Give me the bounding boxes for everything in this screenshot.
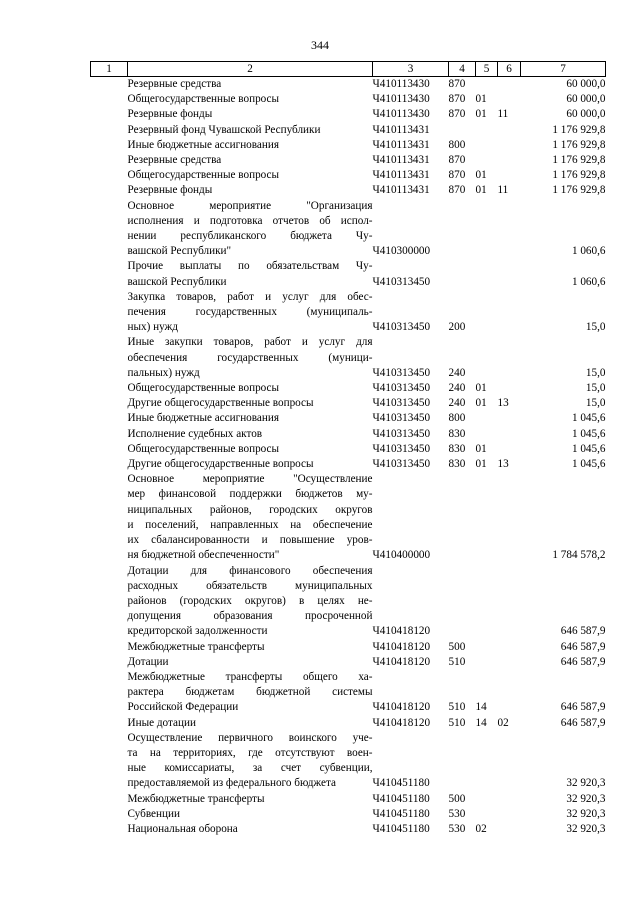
section-code: 01: [475, 442, 487, 455]
table-row: [91, 822, 606, 837]
item-name: [128, 123, 373, 138]
row-number-cell: [91, 670, 128, 716]
table-row: [91, 123, 606, 138]
item-name-line: районов (городских округов) в целях не-: [127, 594, 373, 607]
expense-type-code: 530: [448, 822, 466, 835]
item-name-line: Резервный фонд Чувашской Республики: [127, 123, 321, 136]
expense-type-code: 830: [448, 458, 466, 471]
table-row: [91, 381, 606, 396]
column-header: 6: [498, 62, 521, 77]
target-article-code: Ч410418120: [372, 716, 431, 729]
amount: 60 000,0: [566, 78, 606, 90]
item-name-line: Субвенции: [127, 807, 180, 820]
row-number-cell: [91, 183, 128, 198]
amount: 1 045,6: [571, 442, 606, 455]
item-name-line: Иные закупки товаров, работ и услуг для: [127, 336, 373, 349]
expense-type-code: [449, 472, 476, 563]
item-name-line: нении республиканского бюджета Чу-: [127, 230, 373, 243]
item-name-line: Межбюджетные трансферты: [127, 792, 265, 805]
target-article-code: Ч410313450: [372, 275, 431, 288]
table-row: [91, 183, 606, 198]
item-name: [128, 107, 373, 122]
amount: 15,0: [585, 382, 606, 395]
target-article-code: Ч410313450: [372, 458, 431, 471]
expense-type-code: 500: [448, 792, 466, 805]
subsection-code: [498, 123, 521, 138]
item-name-line: ня бюджетной обеспеченности": [127, 549, 280, 562]
item-name-line: Российской Федерации: [127, 701, 239, 714]
item-name: [128, 670, 373, 716]
item-name-line: Резервные средства: [127, 78, 222, 90]
row-number-cell: [91, 92, 128, 107]
item-name: [128, 381, 373, 396]
section-code: [476, 427, 498, 442]
table-row: [91, 792, 606, 807]
amount: 1 176 929,8: [552, 184, 606, 197]
target-article-code: Ч410113430: [372, 78, 430, 90]
table-row: [91, 168, 606, 183]
item-name-line: Иные бюджетные ассигнования: [127, 138, 279, 151]
target-article-code: Ч410113431: [372, 123, 430, 136]
item-name-line: мер финансовой поддержки бюджетов му-: [127, 488, 373, 501]
row-number-cell: [91, 290, 128, 336]
table-row: [91, 670, 606, 716]
item-name: [128, 807, 373, 822]
section-code: [476, 290, 498, 336]
item-name-line: пальных) нужд: [127, 366, 200, 379]
expense-type-code: [449, 199, 476, 260]
row-number-cell: [91, 640, 128, 655]
item-name-line: кредиторской задолженности: [127, 625, 268, 638]
table-row: [91, 564, 606, 640]
amount: 646 587,9: [560, 625, 606, 638]
section-code: [476, 153, 498, 168]
item-name: [128, 138, 373, 153]
subsection-code: [498, 138, 521, 153]
subsection-code: [498, 335, 521, 381]
item-name-line: Другие общегосударственные вопросы: [127, 397, 314, 410]
row-number-cell: [91, 77, 128, 93]
item-name-line: Основное мероприятие "Организация: [127, 199, 373, 212]
expense-type-code: 830: [448, 442, 466, 455]
item-name-line: ные комиссариаты, за счет субвенции,: [127, 762, 373, 775]
item-name: [128, 442, 373, 457]
item-name: [128, 153, 373, 168]
amount: 1 176 929,8: [552, 123, 606, 136]
item-name: [128, 731, 373, 792]
section-code: 01: [475, 382, 487, 395]
table-row: [91, 77, 606, 93]
item-name-line: Общегосударственные вопросы: [127, 93, 280, 106]
item-name-line: Дотации для финансового обеспечения: [127, 564, 373, 577]
column-header: 5: [476, 62, 498, 77]
expense-type-code: [449, 259, 476, 289]
amount: 1 045,6: [571, 458, 606, 471]
row-number-cell: [91, 807, 128, 822]
amount: 60 000,0: [566, 108, 606, 121]
section-code: [476, 792, 498, 807]
expense-type-code: 500: [448, 640, 466, 653]
item-name: [128, 199, 373, 260]
expense-type-code: 240: [448, 366, 466, 379]
expense-type-code: 200: [448, 321, 466, 334]
subsection-code: [498, 640, 521, 655]
expense-type-code: 510: [448, 716, 466, 729]
section-code: [476, 335, 498, 381]
amount: 646 587,9: [560, 701, 606, 714]
item-name-line: Иные дотации: [127, 716, 196, 729]
target-article-code: Ч410113430: [372, 93, 430, 106]
table-row: [91, 427, 606, 442]
subsection-code: [498, 670, 521, 716]
subsection-code: [498, 259, 521, 289]
item-name-line: их сбалансированности и повышение уров-: [127, 534, 373, 547]
section-code: 01: [475, 108, 487, 121]
item-name-line: ных) нужд: [127, 321, 178, 334]
table-row: [91, 107, 606, 122]
subsection-code: 11: [497, 184, 509, 197]
target-article-code: Ч410113430: [372, 108, 430, 121]
subsection-code: 02: [497, 716, 509, 729]
table-row: [91, 138, 606, 153]
amount: 32 920,3: [566, 792, 606, 805]
target-article-code: Ч410400000: [372, 549, 431, 562]
section-code: 01: [475, 93, 487, 106]
target-article-code: Ч410313450: [372, 412, 431, 425]
item-name-line: исполнения и подготовка отчетов об испол-: [127, 214, 373, 227]
table-row: [91, 731, 606, 792]
item-name: [128, 564, 373, 640]
expense-type-code: 870: [448, 169, 466, 182]
item-name: [128, 168, 373, 183]
column-header: 1: [91, 62, 128, 77]
item-name-line: Общегосударственные вопросы: [127, 442, 280, 455]
item-name: [128, 472, 373, 563]
table-row: [91, 153, 606, 168]
section-code: [476, 199, 498, 260]
section-code: [476, 655, 498, 670]
section-code: [476, 472, 498, 563]
item-name-line: Исполнение судебных актов: [127, 427, 263, 440]
section-code: [476, 411, 498, 426]
item-name: [128, 457, 373, 472]
amount: 32 920,3: [566, 777, 606, 790]
row-number-cell: [91, 442, 128, 457]
section-code: [476, 731, 498, 792]
item-name-line: обеспечения государственных (муници-: [127, 351, 373, 364]
item-name: [128, 396, 373, 411]
subsection-code: [498, 807, 521, 822]
item-name-line: Закупка товаров, работ и услуг для обес-: [127, 290, 373, 303]
item-name-line: Основное мероприятие "Осуществление: [127, 473, 373, 486]
section-code: 01: [475, 397, 487, 410]
amount: 646 587,9: [560, 716, 606, 729]
expense-type-code: 870: [448, 184, 466, 197]
target-article-code: Ч410313450: [372, 366, 431, 379]
table-row: [91, 259, 606, 289]
row-number-cell: [91, 259, 128, 289]
row-number-cell: [91, 792, 128, 807]
target-article-code: Ч410451180: [372, 792, 430, 805]
amount: 646 587,9: [560, 655, 606, 668]
table-row: [91, 655, 606, 670]
section-code: 01: [475, 169, 487, 182]
amount: 1 176 929,8: [552, 154, 606, 167]
table-row: [91, 92, 606, 107]
expense-type-code: 800: [448, 138, 466, 151]
item-name: [128, 716, 373, 731]
section-code: [476, 259, 498, 289]
row-number-cell: [91, 472, 128, 563]
item-name: [128, 640, 373, 655]
item-name-line: и поселений, направленных на обеспечение: [127, 518, 373, 531]
subsection-code: [498, 77, 521, 93]
item-name: [128, 335, 373, 381]
subsection-code: [498, 564, 521, 640]
row-number-cell: [91, 123, 128, 138]
target-article-code: Ч410418120: [372, 655, 431, 668]
expense-type-code: [449, 564, 476, 640]
subsection-code: [498, 427, 521, 442]
item-name: [128, 655, 373, 670]
target-article-code: Ч410313450: [372, 442, 431, 455]
target-article-code: Ч410113431: [372, 184, 430, 197]
column-header: 2: [128, 62, 373, 77]
row-number-cell: [91, 564, 128, 640]
column-header: 7: [521, 62, 606, 77]
target-article-code: Ч410113431: [372, 154, 430, 167]
item-name: [128, 411, 373, 426]
target-article-code: Ч410451180: [372, 822, 430, 835]
row-number-cell: [91, 199, 128, 260]
expense-type-code: [449, 123, 476, 138]
table-row: [91, 716, 606, 731]
target-article-code: Ч410313450: [372, 427, 431, 440]
subsection-code: 13: [497, 397, 509, 410]
row-number-cell: [91, 381, 128, 396]
table-row: [91, 335, 606, 381]
target-article-code: Ч410451180: [372, 807, 430, 820]
item-name-line: Общегосударственные вопросы: [127, 169, 280, 182]
item-name-line: вашской Республики": [127, 245, 232, 258]
item-name-line: Дотации: [127, 655, 169, 668]
amount: 15,0: [585, 397, 606, 410]
row-number-cell: [91, 731, 128, 792]
target-article-code: Ч410313450: [372, 321, 431, 334]
item-name-line: та на территориях, где отсутствуют воен-: [127, 746, 373, 759]
row-number-cell: [91, 168, 128, 183]
expense-type-code: 800: [448, 412, 466, 425]
amount: 15,0: [585, 366, 606, 379]
item-name-line: Резервные фонды: [127, 184, 213, 197]
section-code: [476, 564, 498, 640]
section-code: [476, 77, 498, 93]
item-name: [128, 77, 373, 93]
subsection-code: 11: [497, 108, 509, 121]
row-number-cell: [91, 335, 128, 381]
item-name: [128, 427, 373, 442]
row-number-cell: [91, 822, 128, 837]
section-code: 14: [475, 716, 487, 729]
item-name-line: Резервные средства: [127, 154, 222, 167]
item-name-line: рактера бюджетам бюджетной системы: [127, 686, 373, 699]
row-number-cell: [91, 457, 128, 472]
table-row: [91, 199, 606, 260]
target-article-code: Ч410418120: [372, 640, 431, 653]
row-number-cell: [91, 716, 128, 731]
table-row: [91, 396, 606, 411]
row-number-cell: [91, 138, 128, 153]
section-code: [476, 123, 498, 138]
row-number-cell: [91, 655, 128, 670]
section-code: [476, 138, 498, 153]
row-number-cell: [91, 107, 128, 122]
section-code: 14: [475, 701, 487, 714]
section-code: [476, 807, 498, 822]
subsection-code: 13: [497, 458, 509, 471]
item-name-line: допущения образования просроченной: [127, 610, 373, 623]
expense-type-code: 510: [448, 701, 466, 714]
row-number-cell: [91, 427, 128, 442]
item-name-line: Осуществление первичного воинского уче-: [127, 731, 373, 744]
item-name-line: Резервные фонды: [127, 108, 213, 121]
section-code: [476, 640, 498, 655]
subsection-code: [498, 381, 521, 396]
table-row: [91, 290, 606, 336]
row-number-cell: [91, 411, 128, 426]
column-header: 4: [449, 62, 476, 77]
target-article-code: Ч410451180: [372, 777, 430, 790]
subsection-code: [498, 655, 521, 670]
subsection-code: [498, 792, 521, 807]
table-row: [91, 807, 606, 822]
item-name: [128, 92, 373, 107]
expense-type-code: 240: [448, 382, 466, 395]
expense-type-code: 510: [448, 655, 466, 668]
target-article-code: Ч410313450: [372, 382, 431, 395]
subsection-code: [498, 168, 521, 183]
item-name-line: расходных обязательств муниципальных: [127, 579, 373, 592]
item-name: [128, 183, 373, 198]
table-row: [91, 442, 606, 457]
subsection-code: [498, 472, 521, 563]
item-name: [128, 290, 373, 336]
item-name-line: ниципальных районов, городских округов: [127, 503, 373, 516]
expense-type-code: [449, 731, 476, 792]
expense-type-code: 870: [448, 154, 466, 167]
target-article-code: Ч410418120: [372, 625, 431, 638]
item-name-line: печения государственных (муниципаль-: [127, 306, 373, 319]
item-name-line: Другие общегосударственные вопросы: [127, 458, 314, 471]
target-article-code: Ч410113431: [372, 169, 430, 182]
item-name-line: предоставляемой из федерального бюджета: [127, 777, 336, 790]
amount: 32 920,3: [566, 822, 606, 835]
item-name-line: Иные бюджетные ассигнования: [127, 412, 279, 425]
subsection-code: [498, 411, 521, 426]
amount: 646 587,9: [560, 640, 606, 653]
table-row: [91, 457, 606, 472]
row-number-cell: [91, 396, 128, 411]
target-article-code: Ч410418120: [372, 701, 431, 714]
page-number: 344: [311, 38, 329, 52]
amount: 15,0: [585, 321, 606, 334]
amount: 1 176 929,8: [552, 169, 606, 182]
budget-table: [90, 61, 606, 837]
item-name-line: вашской Республики: [127, 275, 227, 288]
item-name: [128, 792, 373, 807]
target-article-code: Ч410300000: [372, 245, 431, 258]
item-name-line: Прочие выплаты по обязательствам Чу-: [127, 260, 373, 273]
subsection-code: [498, 199, 521, 260]
column-header: 3: [373, 62, 449, 77]
amount: 1 060,6: [571, 245, 606, 258]
table-body: [91, 77, 606, 838]
table-row: [91, 472, 606, 563]
amount: 1 045,6: [571, 427, 606, 440]
section-code: 01: [475, 184, 487, 197]
item-name-line: Межбюджетные трансферты: [127, 640, 265, 653]
item-name: [128, 822, 373, 837]
target-article-code: Ч410113431: [372, 138, 430, 151]
subsection-code: [498, 153, 521, 168]
amount: 1 784 578,2: [552, 549, 606, 562]
subsection-code: [498, 442, 521, 457]
expense-type-code: 240: [448, 397, 466, 410]
expense-type-code: 830: [448, 427, 466, 440]
table-row: [91, 411, 606, 426]
row-number-cell: [91, 153, 128, 168]
amount: 60 000,0: [566, 93, 606, 106]
amount: 1 045,6: [571, 412, 606, 425]
section-code: 01: [475, 458, 487, 471]
section-code: 02: [475, 822, 487, 835]
subsection-code: [498, 92, 521, 107]
item-name-line: Общегосударственные вопросы: [127, 382, 280, 395]
subsection-code: [498, 731, 521, 792]
expense-type-code: 870: [448, 93, 466, 106]
target-article-code: Ч410313450: [372, 397, 431, 410]
subsection-code: [498, 290, 521, 336]
expense-type-code: 870: [448, 108, 466, 121]
item-name-line: Межбюджетные трансферты общего ха-: [127, 670, 373, 683]
table-header-row: [91, 62, 606, 77]
subsection-code: [498, 822, 521, 837]
item-name-line: Национальная оборона: [127, 822, 238, 835]
expense-type-code: 870: [448, 78, 466, 90]
amount: 1 060,6: [571, 275, 606, 288]
amount: 32 920,3: [566, 807, 606, 820]
table-row: [91, 640, 606, 655]
expense-type-code: 530: [448, 807, 466, 820]
item-name: [128, 259, 373, 289]
amount: 1 176 929,8: [552, 138, 606, 151]
